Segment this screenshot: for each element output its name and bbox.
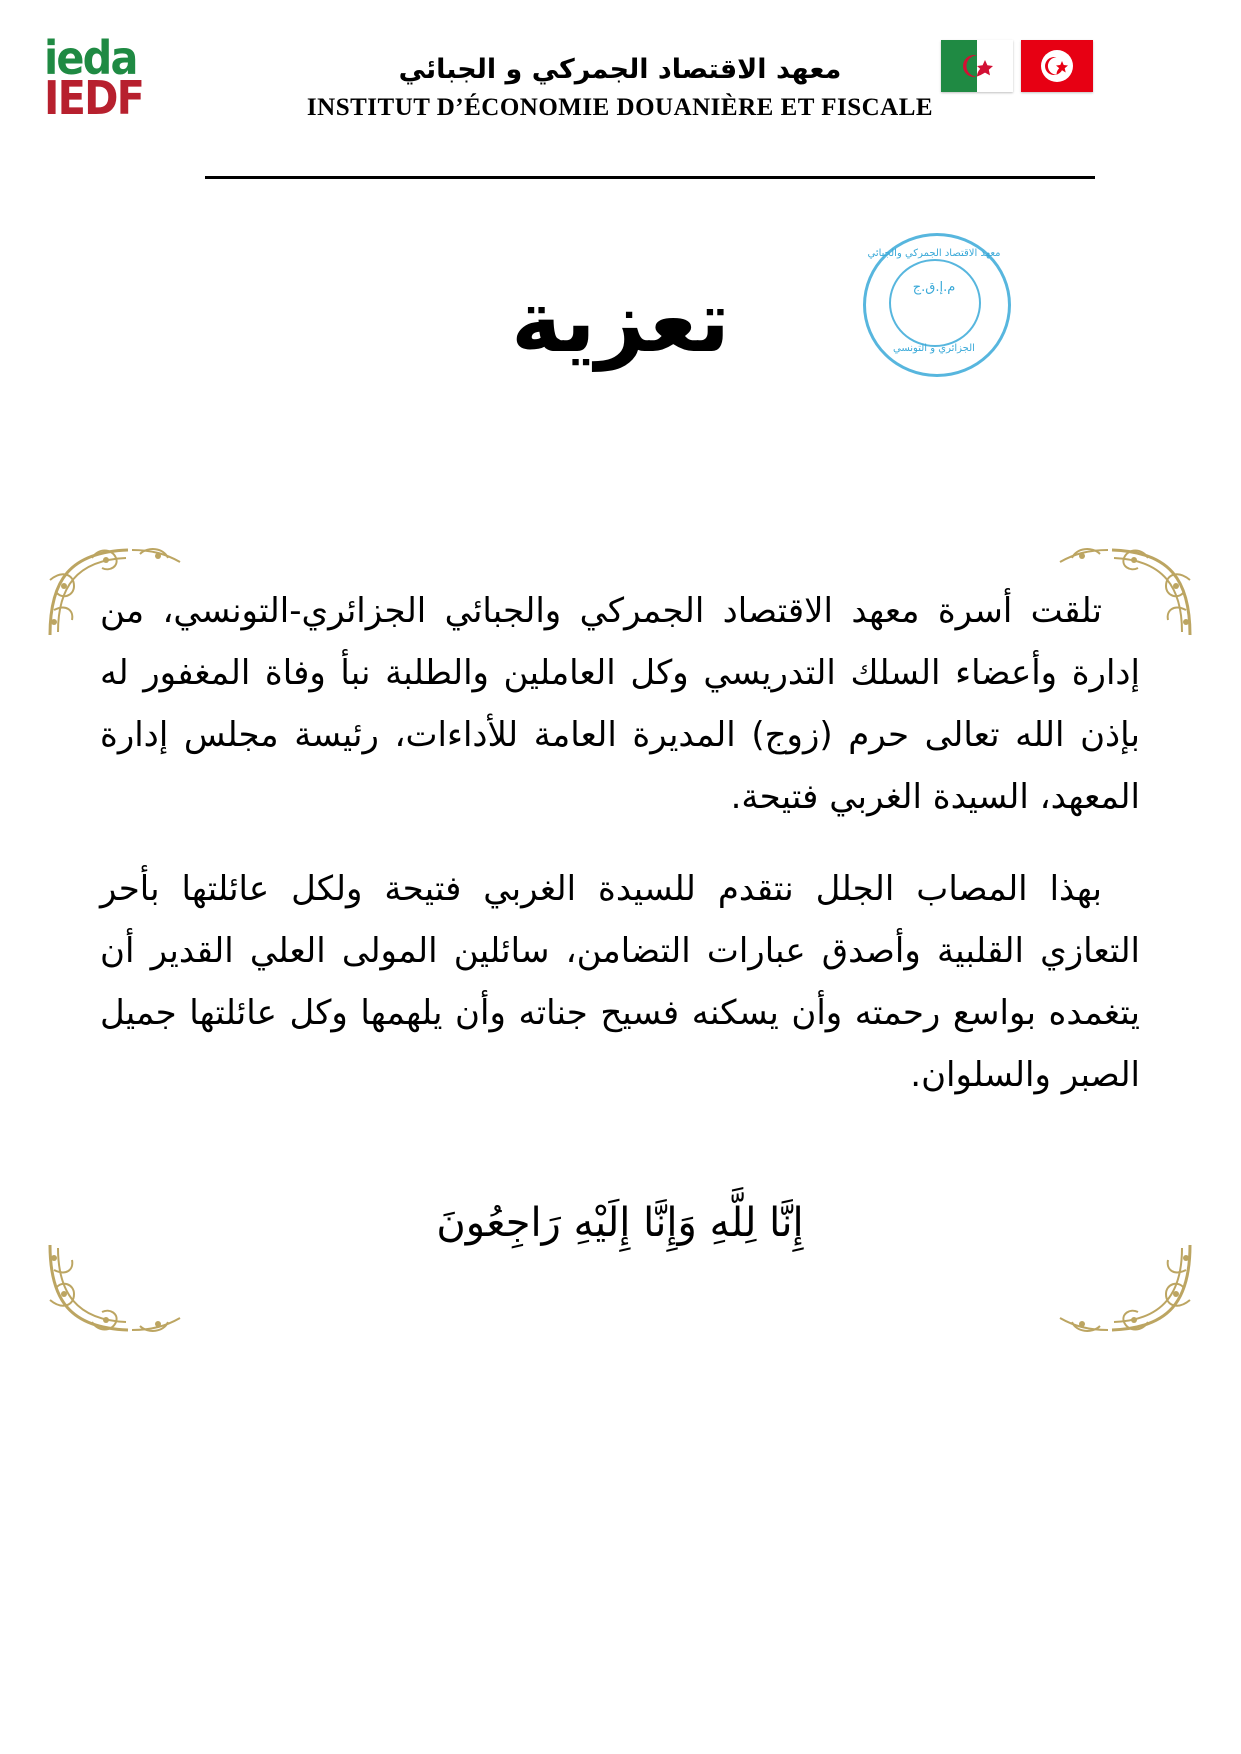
page-title: تعزية (511, 272, 730, 372)
flags-group (941, 40, 1101, 110)
institute-title-arabic: معهد الاقتصاد الجمركي و الجبائي (398, 54, 842, 85)
tunisia-flag-icon (1021, 40, 1093, 92)
document-header (0, 22, 1241, 172)
document-body (40, 540, 1200, 1340)
iedf-logo (44, 31, 174, 125)
stamp-top-text: معهد الاقتصاد الجمركي والجبائي (867, 248, 1001, 259)
institute-title-french: INSTITUT D’ÉCONOMIE DOUANIÈRE ET FISCALE (306, 94, 934, 121)
quran-verse: إِنَّا لِلَّهِ وَإِنَّا إِلَيْهِ رَاجِعُونَ (436, 1200, 804, 1246)
corner-ornament-icon (40, 1240, 190, 1340)
algeria-flag-icon (941, 40, 1013, 92)
stamp-center-text: م.إ.ق.ج (912, 280, 956, 295)
logo-wordmark (44, 31, 161, 125)
paragraph-1: تلقت أسرة معهد الاقتصاد الجمركي والجبائي الجزائري-التونسي، من إدارة وأعضاء السلك التدريسي وكل العاملين والطلبة نبأ وفاة المغفور له بإذن الله تعالى حرم (زوج) المديرة العامة للأداءات، رئيسة مجلس إدارة المعهد، السيدة الغربي فتيحة. (100, 591, 1140, 817)
institute-titles (190, 52, 1050, 122)
logo-line-2: IEDF (44, 71, 144, 125)
stamp-bottom-text: الجزائري و التونسي (893, 343, 975, 354)
logo-line-1: ieda (44, 31, 137, 85)
corner-ornament-icon (1050, 1240, 1200, 1340)
condolence-text (100, 580, 1140, 1136)
paragraph-2: بهذا المصاب الجلل نتقدم للسيدة الغربي فتيحة ولكل عائلتها بأحر التعازي القلبية وأصدق عبارات التضامن، سائلين المولى العلي القدير أن يتغمده بواسع رحمته وأن يسكنه فسيح جناته وأن يلهمها وكل عائلتها جميل الصبر والسلوان. (100, 869, 1140, 1095)
header-divider (205, 176, 1095, 179)
